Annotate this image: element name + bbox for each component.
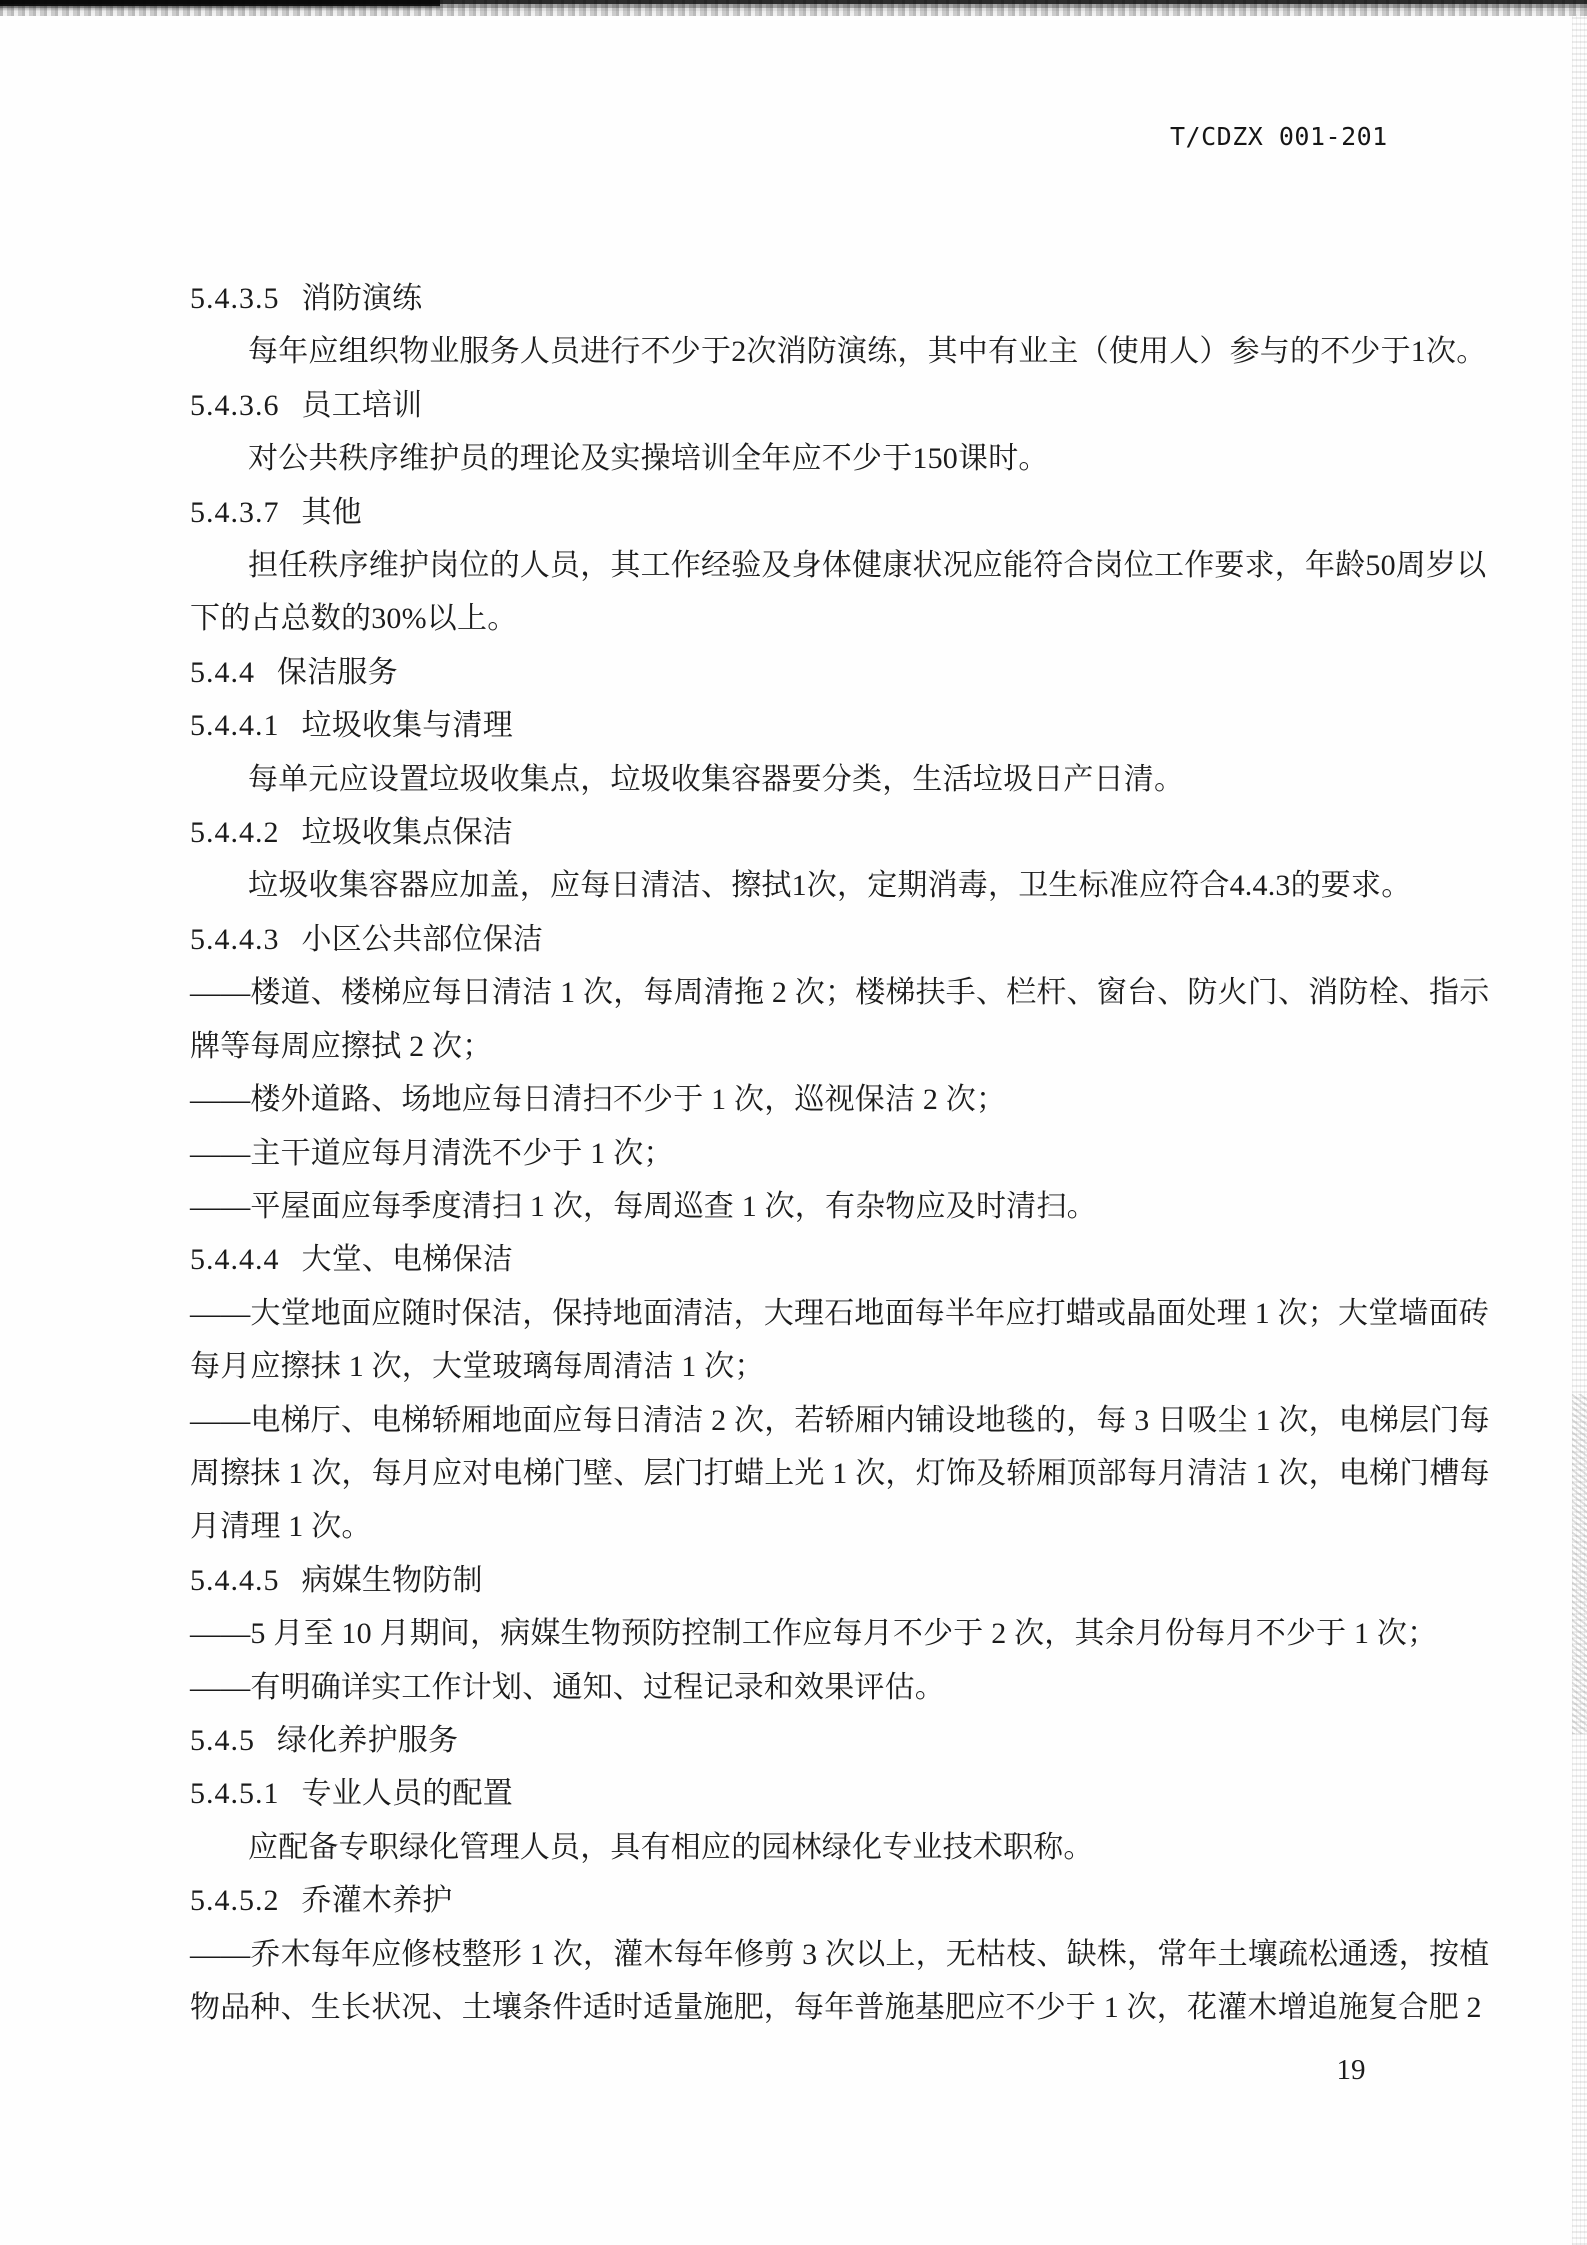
section-title: 其他 xyxy=(301,495,362,529)
section-number: 5.4.4.4 xyxy=(190,1243,280,1277)
section-title: 垃圾收集点保洁 xyxy=(301,816,513,850)
section-heading xyxy=(190,1767,1475,1820)
section-heading xyxy=(190,1714,1475,1767)
section-heading xyxy=(190,646,1475,699)
text-line: ——有明确详实工作计划、通知、过程记录和效果评估。 xyxy=(190,1670,945,1704)
section-number: 5.4.3.7 xyxy=(190,495,280,529)
section-title: 病媒生物防制 xyxy=(301,1563,483,1597)
document-body xyxy=(190,272,1490,2034)
section-heading xyxy=(190,272,1475,325)
section-title: 保洁服务 xyxy=(277,655,398,689)
text-line: 周擦抹 1 次，每月应对电梯门壁、层门打蜡上光 1 次，灯饰及轿厢顶部每月清洁 1 次，电梯门槽每 xyxy=(190,1456,1490,1490)
section-number: 5.4.4.5 xyxy=(190,1563,280,1597)
section-title: 专业人员的配置 xyxy=(301,1777,513,1811)
section-heading xyxy=(190,1233,1475,1286)
text-line: 月清理 1 次。 xyxy=(190,1510,372,1544)
text-line: 每单元应设置垃圾收集点，垃圾收集容器要分类，生活垃圾日产日清。 xyxy=(248,762,1185,796)
text-line: ——乔木每年应修枝整形 1 次，灌木每年修剪 3 次以上，无枯枝、缺株，常年土壤疏松通透，按植 xyxy=(190,1937,1490,1971)
section-heading xyxy=(190,1554,1475,1607)
section-title: 消防演练 xyxy=(301,282,423,315)
section-heading xyxy=(190,1874,1475,1927)
text-line: ——平屋面应每季度清扫 1 次，每周巡查 1 次，有杂物应及时清扫。 xyxy=(190,1189,1097,1223)
section-title: 绿化养护服务 xyxy=(277,1723,459,1757)
text-line: 牌等每周应擦拭 2 次； xyxy=(190,1029,493,1063)
section-title: 小区公共部位保洁 xyxy=(301,922,544,956)
section-number: 5.4.3.6 xyxy=(190,388,280,422)
section-heading xyxy=(190,379,1475,432)
section-number: 5.4.4.1 xyxy=(190,709,280,743)
section-heading xyxy=(190,699,1475,752)
section-number: 5.4.5.1 xyxy=(190,1777,280,1811)
section-heading xyxy=(190,913,1475,966)
text-line: ——电梯厅、电梯轿厢地面应每日清洁 2 次，若轿厢内铺设地毯的，每 3 日吸尘 1 次，电梯层门每 xyxy=(190,1403,1490,1437)
text-line: 应配备专职绿化管理人员，具有相应的园林绿化专业技术职称。 xyxy=(248,1830,1094,1864)
text-line: ——5 月至 10 月期间，病媒生物预防控制工作应每月不少于 2 次，其余月份每月不少于 1 次； xyxy=(190,1617,1438,1651)
section-title: 员工培训 xyxy=(301,388,423,422)
text-line: ——主干道应每月清洗不少于 1 次； xyxy=(190,1136,674,1170)
text-line: ——大堂地面应随时保洁，保持地面清洁，大理石地面每半年应打蜡或晶面处理 1 次；大堂墙面砖 xyxy=(190,1296,1489,1330)
page-number: 19 xyxy=(1336,2054,1366,2086)
text-line: 每月应擦抹 1 次，大堂玻璃每周清洁 1 次； xyxy=(190,1350,765,1384)
text-line: 担任秩序维护岗位的人员，其工作经验及身体健康状况应能符合岗位工作要求，年龄50周岁以 xyxy=(248,549,1487,583)
text-line: 垃圾收集容器应加盖，应每日清洁、擦拭1次，定期消毒，卫生标准应符合4.4.3的要求。 xyxy=(248,869,1412,903)
text-line: ——楼道、楼梯应每日清洁 1 次，每周清拖 2 次；楼梯扶手、栏杆、窗台、防火门、消防栓、指示 xyxy=(190,976,1490,1010)
text-line: 每年应组织物业服务人员进行不少于2次消防演练，其中有业主（使用人）参与的不少于1次。 xyxy=(248,335,1487,369)
section-number: 5.4.4.2 xyxy=(190,816,280,850)
section-number: 5.4.4.3 xyxy=(190,922,280,956)
section-heading xyxy=(190,486,1475,539)
section-title: 大堂、电梯保洁 xyxy=(301,1243,513,1277)
document-code-header: T/CDZX 001-201 xyxy=(1170,122,1388,151)
section-title: 乔灌木养护 xyxy=(301,1884,453,1918)
section-number: 5.4.4 xyxy=(190,655,255,689)
text-line: 下的占总数的30%以上。 xyxy=(190,602,518,636)
scan-artifact-top-edge xyxy=(0,0,1587,16)
section-heading xyxy=(190,806,1475,859)
section-number: 5.4.3.5 xyxy=(190,282,280,315)
scan-artifact-right-edge xyxy=(1572,14,1587,2245)
section-number: 5.4.5 xyxy=(190,1723,255,1757)
text-line: 对公共秩序维护员的理论及实操培训全年应不少于150课时。 xyxy=(248,442,1049,476)
text-line: ——楼外道路、场地应每日清扫不少于 1 次，巡视保洁 2 次； xyxy=(190,1083,1007,1117)
text-line: 物品种、生长状况、土壤条件适时适量施肥，每年普施基肥应不少于 1 次，花灌木增追施复合肥 2 xyxy=(190,1991,1482,2024)
section-title: 垃圾收集与清理 xyxy=(301,709,513,743)
section-number: 5.4.5.2 xyxy=(190,1884,280,1918)
